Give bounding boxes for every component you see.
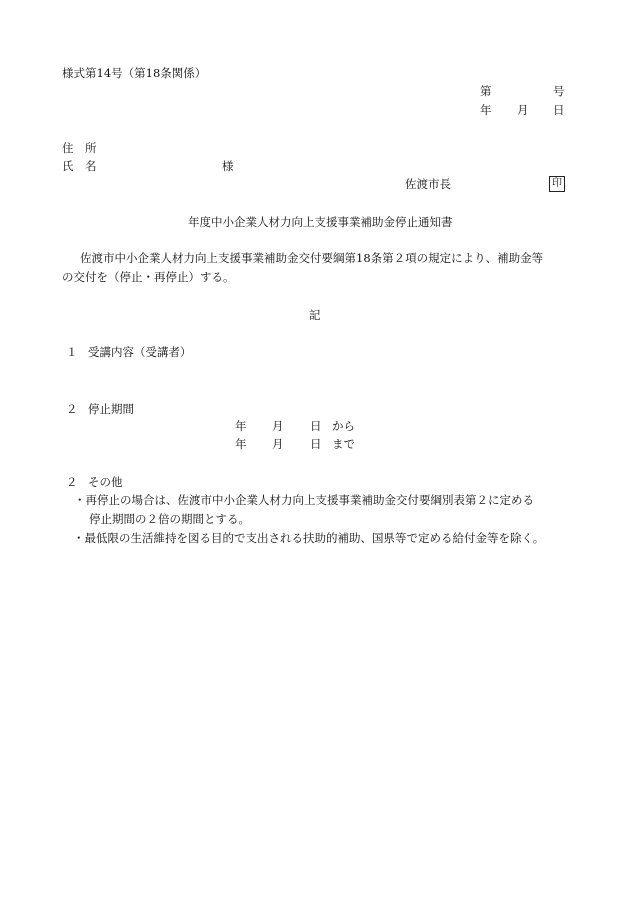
period-to-month: 月: [272, 437, 284, 451]
period-from-suffix: から: [332, 419, 355, 433]
form-number: 様式第14号（第18条関係）: [62, 66, 207, 80]
date-month: 月: [517, 103, 529, 117]
body-line-1: 佐渡市中小企業人材力向上支援事業補助金交付要綱第18条第２項の規定により、補助金等: [80, 251, 544, 265]
note1-line-1: ・再停止の場合は、佐渡市中小企業人材力向上支援事業補助金交付要綱別表第２に定める: [74, 493, 534, 507]
honorific: 様: [222, 159, 234, 173]
date-year: 年: [480, 103, 492, 117]
period-from-day: 日: [310, 419, 322, 433]
ki-mark: 記: [309, 308, 321, 322]
period-from-year: 年: [235, 419, 247, 433]
section3-number: ２: [66, 475, 78, 489]
body-line-2: の交付を（停止・再停止）する。: [62, 270, 235, 284]
section2-label: 停止期間: [88, 402, 134, 416]
period-to-year: 年: [235, 437, 247, 451]
doc-number-suffix: 号: [553, 84, 565, 98]
period-to-day: 日: [310, 437, 322, 451]
note1-line-2: 停止期間の２倍の期間とする。: [89, 512, 250, 526]
section2-number: ２: [66, 402, 78, 416]
section3-label: その他: [88, 475, 123, 489]
section1-label: 受講内容（受講者）: [88, 345, 192, 359]
period-to-suffix: まで: [332, 437, 355, 451]
address-label: 住 所: [62, 141, 97, 155]
note2: ・最低限の生活維持を図る目的で支出される扶助的補助、国県等で定める給付金等を除く。: [73, 531, 545, 545]
section1-number: １: [66, 345, 78, 359]
seal-mark: 印: [549, 176, 565, 192]
date-day: 日: [553, 103, 565, 117]
name-label: 氏 名: [62, 159, 97, 173]
doc-number-prefix: 第: [480, 84, 492, 98]
period-from-month: 月: [272, 419, 284, 433]
sender-title: 佐渡市長: [405, 177, 451, 191]
document-title: 年度中小企業人材力向上支援事業補助金停止通知書: [188, 215, 453, 229]
